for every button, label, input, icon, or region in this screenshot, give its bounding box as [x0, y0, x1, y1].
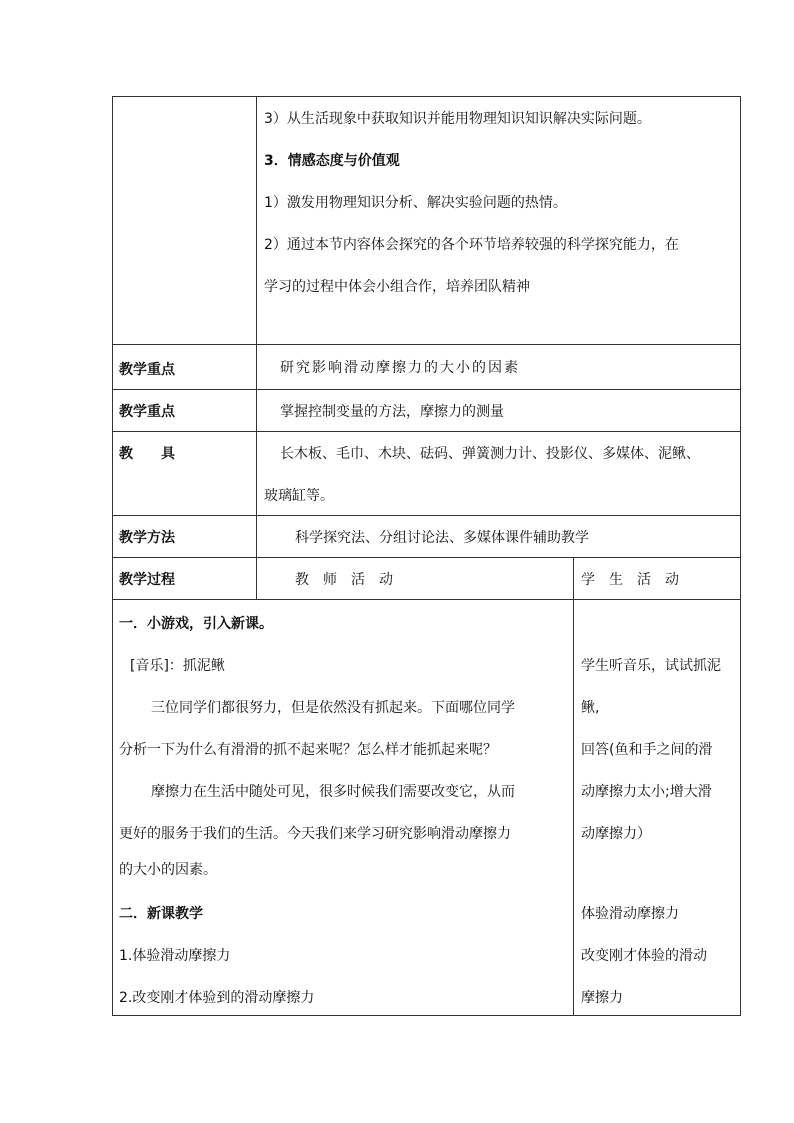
table-border [112, 599, 741, 600]
process-line: 2.改变刚才体验到的滑动摩擦力 [119, 990, 315, 1006]
tools-value: 玻璃缸等。 [264, 488, 334, 504]
table-border [112, 96, 741, 97]
process-line: 更好的服务于我们的生活。今天我们来学习研究影响滑动摩擦力 [119, 826, 511, 842]
table-border [112, 389, 741, 390]
row-label: 教学重点 [119, 362, 175, 378]
student-activity-line: 动摩擦力） [581, 826, 651, 842]
row-label: 教学过程 [119, 572, 175, 588]
table-border [112, 515, 741, 516]
objective-line: 1）激发用物理知识分析、解决实验问题的热情。 [264, 195, 567, 211]
table-border [256, 96, 257, 599]
tools-value: 长木板、毛巾、木块、砝码、弹簧测力计、投影仪、多媒体、泥鳅、 [280, 446, 700, 462]
objective-line: 学习的过程中体会小组合作，培养团队精神 [264, 279, 530, 295]
student-activity-line: 摩擦力 [581, 990, 623, 1006]
process-line: 1.体验滑动摩擦力 [119, 948, 231, 964]
table-border [112, 557, 741, 558]
row-label: 教学方法 [119, 530, 175, 546]
student-activity-header: 学 生 活 动 [581, 572, 679, 588]
process-line: [音乐]：抓泥鳅 [130, 658, 225, 674]
teacher-activity-header: 教 师 活 动 [295, 572, 393, 588]
process-line: 分析一下为什么有滑滑的抓不起来呢？怎么样才能抓起来呢？ [119, 742, 497, 758]
table-border [740, 96, 741, 1016]
table-border [112, 1015, 741, 1016]
row-label: 教学重点 [119, 404, 175, 420]
method-value: 科学探究法、分组讨论法、多媒体课件辅助教学 [295, 530, 589, 546]
student-activity-line: 学生听音乐，试试抓泥 [581, 658, 721, 674]
table-border [573, 557, 574, 1016]
student-activity-line: 改变刚才体验的滑动 [581, 948, 707, 964]
section-heading: 一．小游戏，引入新课。 [119, 616, 273, 632]
table-border [112, 431, 741, 432]
student-activity-line: 体验滑动摩擦力 [581, 906, 679, 922]
student-activity-line: 回答(鱼和手之间的滑 [581, 742, 713, 758]
process-line: 三位同学们都很努力，但是依然没有抓起来。下面哪位同学 [151, 700, 515, 716]
key-point-value: 研究影响滑动摩擦力的大小的因素 [280, 360, 520, 376]
table-border [112, 344, 741, 345]
objective-line: 3）从生活现象中获取知识并能用物理知识知识解决实际问题。 [264, 111, 651, 127]
section-heading: 二．新课教学 [119, 906, 203, 922]
row-label: 教 具 [119, 446, 175, 462]
objective-line: 2）通过本节内容体会探究的各个环节培养较强的科学探究能力，在 [264, 237, 679, 253]
process-line: 摩擦力在生活中随处可见，很多时候我们需要改变它，从而 [151, 784, 515, 800]
difficulty-value: 掌握控制变量的方法，摩擦力的测量 [280, 404, 504, 420]
table-border [112, 96, 113, 1016]
process-line: 的大小的因素。 [119, 862, 217, 878]
section-heading: 3．情感态度与价值观 [264, 153, 400, 169]
student-activity-line: 鳅, [581, 700, 600, 716]
student-activity-line: 动摩擦力太小;增大滑 [581, 784, 712, 800]
